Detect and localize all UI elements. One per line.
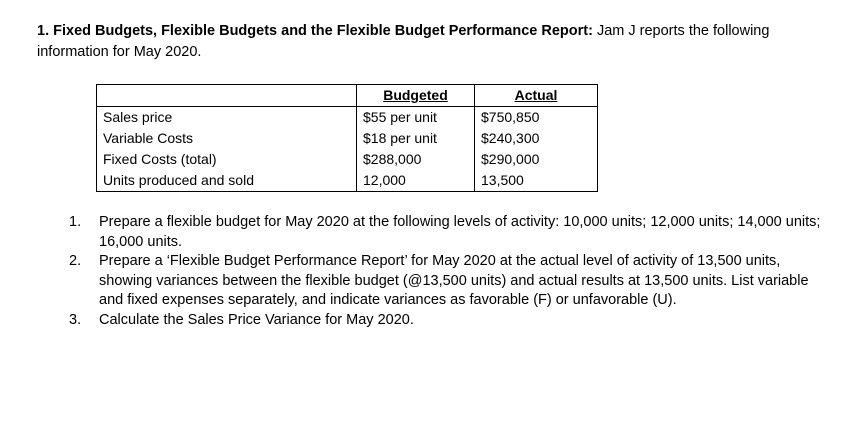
table-row — [97, 170, 598, 192]
row-budgeted: $288,000 — [357, 149, 475, 170]
task-number: 2. — [69, 253, 82, 269]
row-actual: $240,300 — [475, 128, 598, 149]
task-text: Prepare a ‘Flexible Budget Performance Report’ for May 2020 at the actual level of activity of 13,500 units, showing variances between the flexible budget (@13,500 units) and actual results at 13,500 units. List variable and fixed expenses separately, and indicate variances as favorable (F) or unfavorable (U). — [99, 253, 809, 308]
task-number: 3. — [69, 311, 82, 328]
table-row — [97, 128, 598, 149]
header-label-cell — [97, 85, 357, 107]
table-row — [97, 107, 598, 129]
question-title: 1. Fixed Budgets, Flexible Budgets and the Flexible Budget Performance Report: — [37, 23, 593, 39]
row-label: Units produced and sold — [97, 170, 357, 192]
row-budgeted: 12,000 — [357, 170, 475, 192]
row-label: Fixed Costs (total) — [97, 149, 357, 170]
question-intro: Jam J reports the following information for May 2020. — [37, 23, 770, 60]
table-row — [97, 149, 598, 170]
task-text: Prepare a flexible budget for May 2020 at the following levels of activity: 10,000 units; 12,000 units; 14,000 units; 16,000 units. — [99, 214, 821, 250]
task-text: Calculate the Sales Price Variance for May 2020. — [99, 311, 414, 328]
list-item — [69, 311, 829, 331]
row-budgeted: $55 per unit — [357, 107, 475, 129]
row-label: Variable Costs — [97, 128, 357, 149]
list-item — [69, 213, 829, 252]
table-header-row — [97, 85, 598, 107]
row-actual: $290,000 — [475, 149, 598, 170]
list-item — [69, 252, 829, 311]
row-actual: $750,850 — [475, 107, 598, 129]
question-heading — [37, 21, 827, 63]
header-actual: Actual — [475, 85, 598, 107]
row-actual: 13,500 — [475, 170, 598, 192]
task-list — [69, 213, 829, 330]
header-budgeted: Budgeted — [357, 85, 475, 107]
row-label: Sales price — [97, 107, 357, 129]
task-number: 1. — [69, 214, 82, 230]
row-budgeted: $18 per unit — [357, 128, 475, 149]
budget-info-table — [96, 84, 598, 192]
